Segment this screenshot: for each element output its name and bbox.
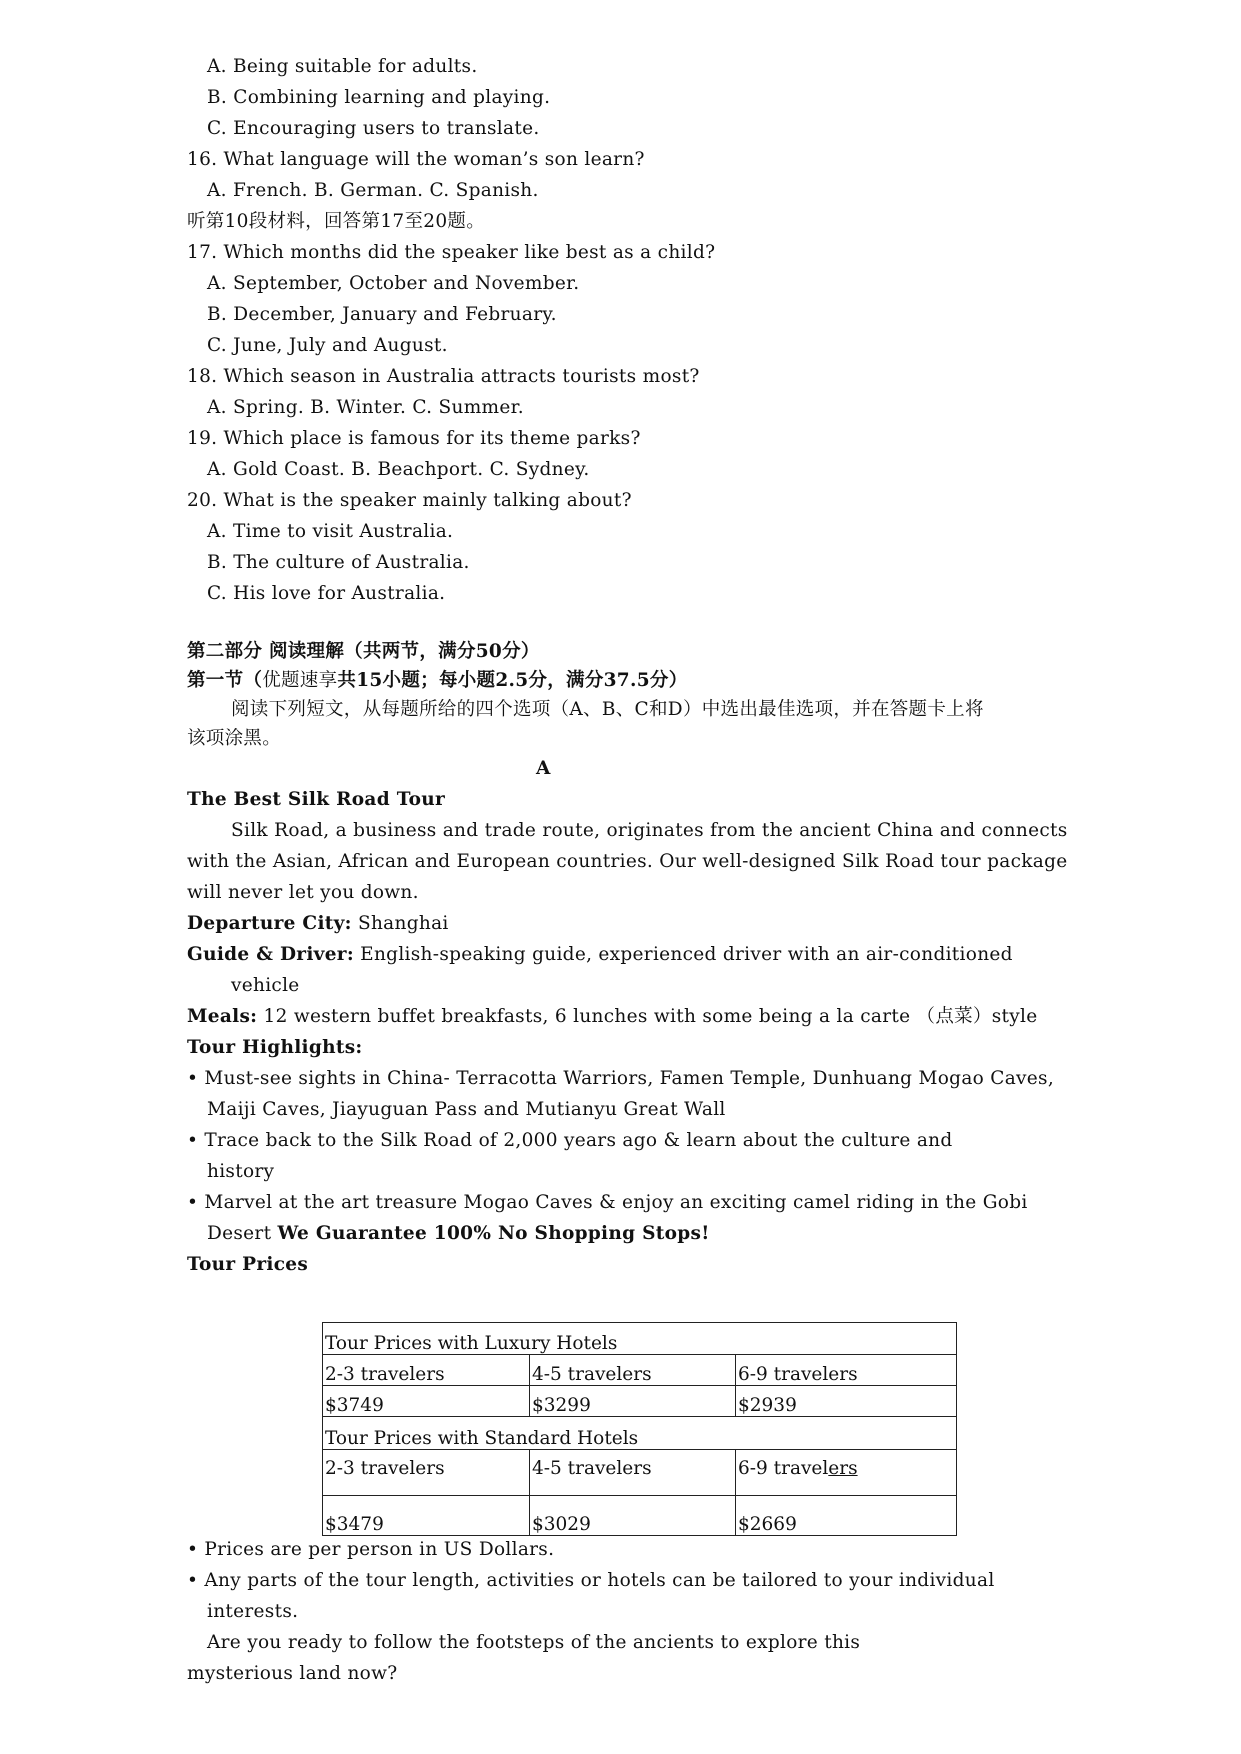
guide-value: English-speaking guide, experienced driver with an air-conditioned	[353, 944, 1013, 965]
q16-options: A. French. B. German. C. Spanish.	[207, 180, 539, 201]
table-cell	[736, 1450, 957, 1496]
guide-label: Guide & Driver:	[187, 944, 354, 965]
table-cell: $2939	[736, 1386, 957, 1417]
standard-heading: Tour Prices with Standard Hotels	[323, 1417, 957, 1450]
intro-line-1: Silk Road, a business and trade route, originates from the ancient China and connects	[231, 820, 1068, 841]
instruction-line-1: 阅读下列短文，从每题所给的四个选项（A、B、C和D）中选出最佳选项，并在答题卡上将	[231, 699, 984, 720]
table-cell: 6-9 travelers	[736, 1355, 957, 1386]
table-cell: $3479	[323, 1496, 530, 1536]
table-cell: $3749	[323, 1386, 530, 1417]
q19-question: 19. Which place is famous for its theme parks?	[187, 428, 641, 449]
table-cell: $3029	[530, 1496, 736, 1536]
intro-line-2: with the Asian, African and European countries. Our well-designed Silk Road tour package	[187, 851, 1068, 872]
q18-options: A. Spring. B. Winter. C. Summer.	[207, 397, 524, 418]
note-item: • Prices are per person in US Dollars.	[187, 1539, 555, 1560]
q15-option-b: B. Combining learning and playing.	[207, 87, 551, 108]
section1-heading	[187, 669, 688, 693]
table-cell: 4-5 travelers	[530, 1355, 736, 1386]
q17-option-c: C. June, July and August.	[207, 335, 448, 356]
q19-options: A. Gold Coast. B. Beachport. C. Sydney.	[207, 459, 590, 480]
highlight-item-cont: history	[207, 1161, 275, 1182]
note-item-cont: interests.	[207, 1601, 299, 1622]
guarantee-text: We Guarantee 100% No Shopping Stops!	[277, 1223, 710, 1244]
q18-question: 18. Which season in Australia attracts tourists most?	[187, 366, 700, 387]
price-table	[322, 1322, 957, 1536]
q20-question: 20. What is the speaker mainly talking about?	[187, 490, 632, 511]
section1-prefix: 第一节（	[187, 670, 263, 691]
q15-option-c: C. Encouraging users to translate.	[207, 118, 540, 139]
section1-tag: 优题速享	[262, 670, 338, 691]
section-note: 听第10段材料，回答第17至20题。	[187, 211, 486, 232]
passage-letter: A	[536, 758, 551, 779]
instruction-line-2: 该项涂黑。	[187, 728, 282, 749]
highlight-item: • Marvel at the art treasure Mogao Caves & enjoy an exciting camel riding in the Gobi	[187, 1192, 1028, 1213]
departure-line	[187, 912, 449, 936]
q15-option-a: A. Being suitable for adults.	[207, 56, 478, 77]
intro-line-3: will never let you down.	[187, 882, 419, 903]
q17-option-b: B. December, January and February.	[207, 304, 557, 325]
table-cell: $2669	[736, 1496, 957, 1536]
q17-option-a: A. September, October and November.	[207, 273, 580, 294]
q20-option-b: B. The culture of Australia.	[207, 552, 470, 573]
highlight-desert: Desert	[207, 1223, 278, 1244]
q20-option-c: C. His love for Australia.	[207, 583, 446, 604]
table-row	[323, 1417, 957, 1450]
departure-label: Departure City:	[187, 913, 352, 934]
highlight-item: • Trace back to the Silk Road of 2,000 years ago & learn about the culture and	[187, 1130, 953, 1151]
closing-line-2: mysterious land now?	[187, 1663, 398, 1684]
guide-line-cont: vehicle	[231, 975, 300, 996]
highlights-label: Tour Highlights:	[187, 1037, 363, 1058]
table-cell: 2-3 travelers	[323, 1450, 530, 1496]
note-item: • Any parts of the tour length, activities or hotels can be tailored to your individual	[187, 1570, 995, 1591]
q17-question: 17. Which months did the speaker like best as a child?	[187, 242, 716, 263]
table-row	[323, 1323, 957, 1355]
meals-line	[187, 1005, 1037, 1029]
highlight-item-cont: Maiji Caves, Jiayuguan Pass and Mutianyu Great Wall	[207, 1099, 726, 1120]
table-cell: $3299	[530, 1386, 736, 1417]
table-row	[323, 1355, 957, 1386]
table-row	[323, 1450, 957, 1496]
section1-rest: 共15小题；每小题2.5分，满分37.5分）	[337, 670, 688, 691]
article-title: The Best Silk Road Tour	[187, 789, 446, 810]
table-row	[323, 1386, 957, 1417]
table-cell: 2-3 travelers	[323, 1355, 530, 1386]
highlight-item-cont	[207, 1222, 710, 1246]
meals-value: 12 western buffet breakfasts, 6 lunches with some being a la carte （点菜）style	[257, 1006, 1038, 1027]
guide-line	[187, 943, 1013, 967]
q16-question: 16. What language will the woman’s son learn?	[187, 149, 645, 170]
table-cell: 4-5 travelers	[530, 1450, 736, 1496]
cell-text: 6-9 travel	[738, 1458, 829, 1479]
q20-option-a: A. Time to visit Australia.	[207, 521, 454, 542]
highlight-item: • Must-see sights in China- Terracotta Warriors, Famen Temple, Dunhuang Mogao Caves,	[187, 1068, 1055, 1089]
meals-label: Meals:	[187, 1006, 258, 1027]
prices-label: Tour Prices	[187, 1254, 309, 1275]
closing-line-1: Are you ready to follow the footsteps of the ancients to explore this	[207, 1632, 861, 1653]
part2-heading: 第二部分 阅读理解（共两节，满分50分）	[187, 641, 540, 662]
luxury-heading: Tour Prices with Luxury Hotels	[323, 1323, 957, 1355]
table-row	[323, 1496, 957, 1536]
departure-value: Shanghai	[351, 913, 449, 934]
cell-text-underlined: ers	[828, 1458, 858, 1479]
